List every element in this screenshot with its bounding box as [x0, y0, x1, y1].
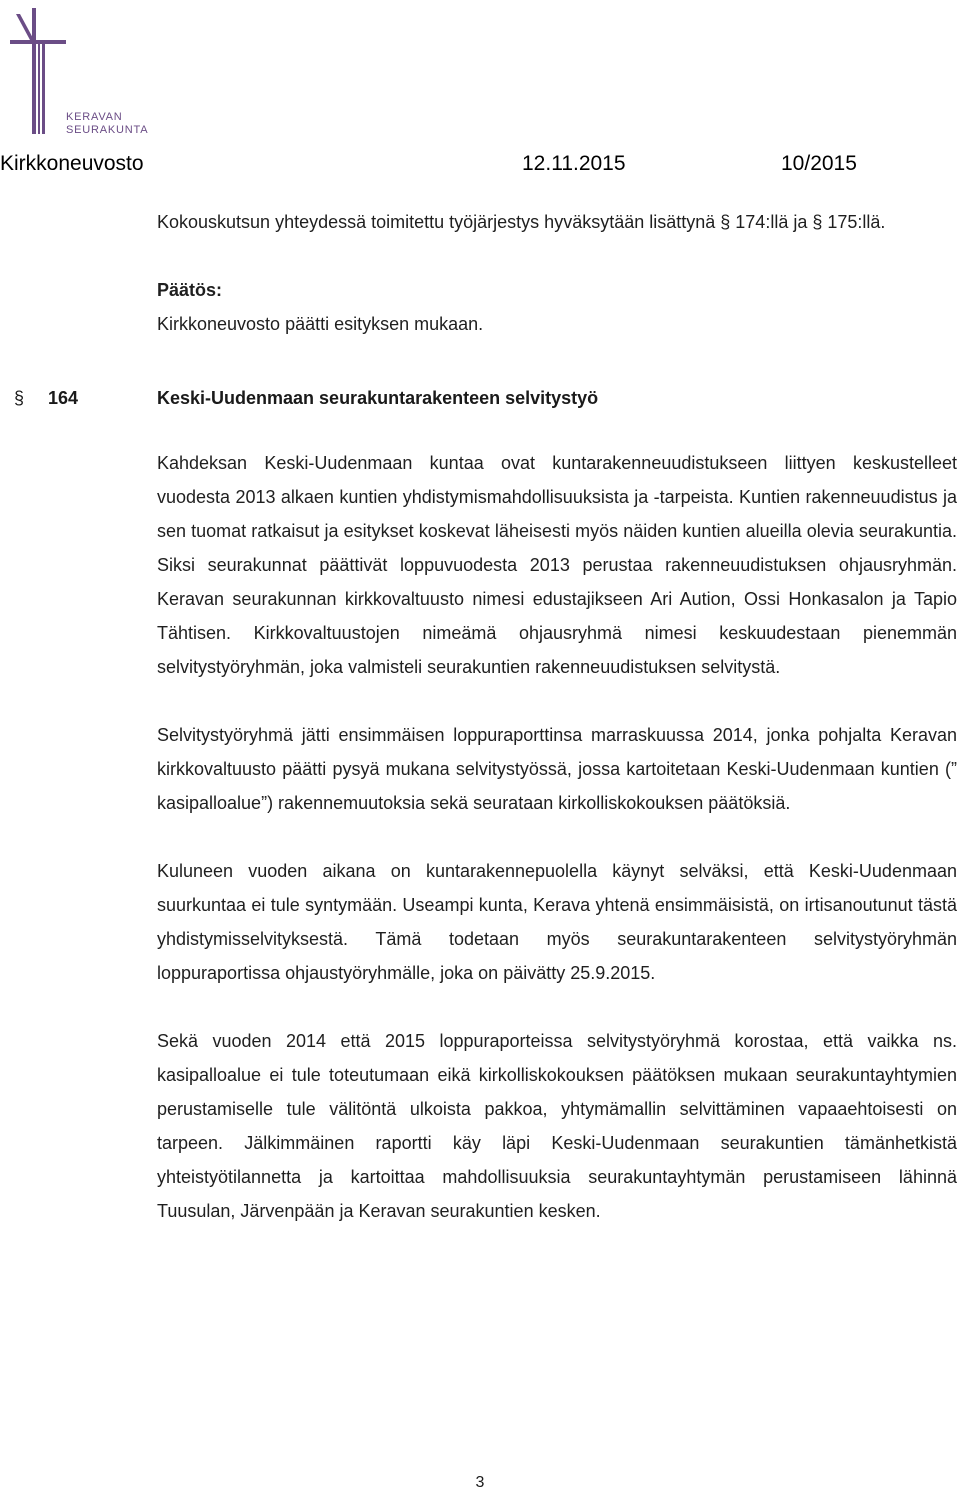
logo-line-2: SEURAKUNTA — [66, 124, 149, 136]
paragraph-4: Sekä vuoden 2014 että 2015 loppuraporteissa selvitystyöryhmä korostaa, että vaikka ns. kasipalloalue ei tule toteutumaan eikä kirkolliskokouksen päätöksen mukaan seurakuntayhtymien perustamiselle tule välitöntä ulkoista pakkoa, yhtymämallin selvittäminen vapaaehtoisesti on tarpeen. Jälkimmäinen raportti käy läpi Keski-Uudenmaan seurakuntien tämänhetkistä yhteistyötilannetta ja kartoittaa mahdollisuuksia seurakuntayhtymän perustamiseen lähinnä Tuusulan, Järvenpään ja Keravan seurakuntien kesken. — [157, 1031, 957, 1221]
paragraph-2: Selvitystyöryhmä jätti ensimmäisen loppuraporttinsa marraskuussa 2014, jonka pohjalta Keravan kirkkovaltuusto päätti pysyä mukana selvitystyössä, jossa kartoitetaan Keski-Uudenmaan kuntien (” kasipalloalue”) rakennemuutoksia sekä seurataan kirkolliskokouksen päätöksiä. — [157, 725, 957, 813]
document-header — [0, 152, 960, 182]
paragraph-1: Kahdeksan Keski-Uudenmaan kuntaa ovat kuntarakenneuudistukseen liittyen keskustelleet vuodesta 2013 alkaen kuntien yhdistymismahdollisuuksista ja -tarpeista. Kuntien rakenneuudistus ja sen tuomat ratkaisut ja esitykset koskevat läheisesti myös näiden kuntien alueilla olevia seurakuntia. Siksi seurakunnat päättivät loppuvuodesta 2013 perustaa rakenneuudistuksen ohjausryhmän. Keravan seurakunnan kirkkovaltuusto nimesi edustajikseen Ari Aution, Ossi Honkasalon ja Tapio Tähtisen. Kirkkovaltuustojen nimeämä ohjausryhmä nimesi keskuudestaan pienemmän selvitystyöryhmän, joka valmisteli seurakuntien rakenneuudistuksen selvitystä. — [157, 453, 957, 677]
header-meeting-number: 10/2015 — [781, 152, 857, 175]
logo-line-1: KERAVAN — [66, 111, 123, 123]
section-symbol: § — [14, 388, 25, 408]
paragraph-3: Kuluneen vuoden aikana on kuntarakennepuolella käynyt selväksi, että Keski-Uudenmaan suurkuntaa ei tule syntymään. Useampi kunta, Kerava yhtenä ensimmäisistä, on irtisanoutunut tästä yhdistymisselvityksestä. Tämä todetaan myös seurakuntarakenteen selvitystyöryhmän loppuraportissa ohjaustyöryhmälle, joka on päivätty 25.9.2015. — [157, 861, 957, 983]
section-body — [157, 446, 957, 1228]
header-date: 12.11.2015 — [522, 152, 626, 175]
organization-logo — [8, 6, 149, 136]
header-organization: Kirkkoneuvosto — [0, 152, 144, 175]
intro-block — [157, 205, 957, 341]
page-number: 3 — [475, 1474, 485, 1491]
decision-text: Kirkkoneuvosto päätti esityksen mukaan. — [157, 314, 484, 334]
cross-icon — [8, 6, 68, 136]
decision-label: Päätös: — [157, 280, 223, 300]
agenda-approval-text: Kokouskutsun yhteydessä toimitettu työjärjestys hyväksytään lisättynä § 174:llä ja § 175:llä. — [157, 212, 886, 232]
section-title: Keski-Uudenmaan seurakuntarakenteen selvitystyö — [157, 388, 599, 408]
section-number: 164 — [48, 388, 79, 408]
logo-wordmark — [66, 111, 148, 137]
